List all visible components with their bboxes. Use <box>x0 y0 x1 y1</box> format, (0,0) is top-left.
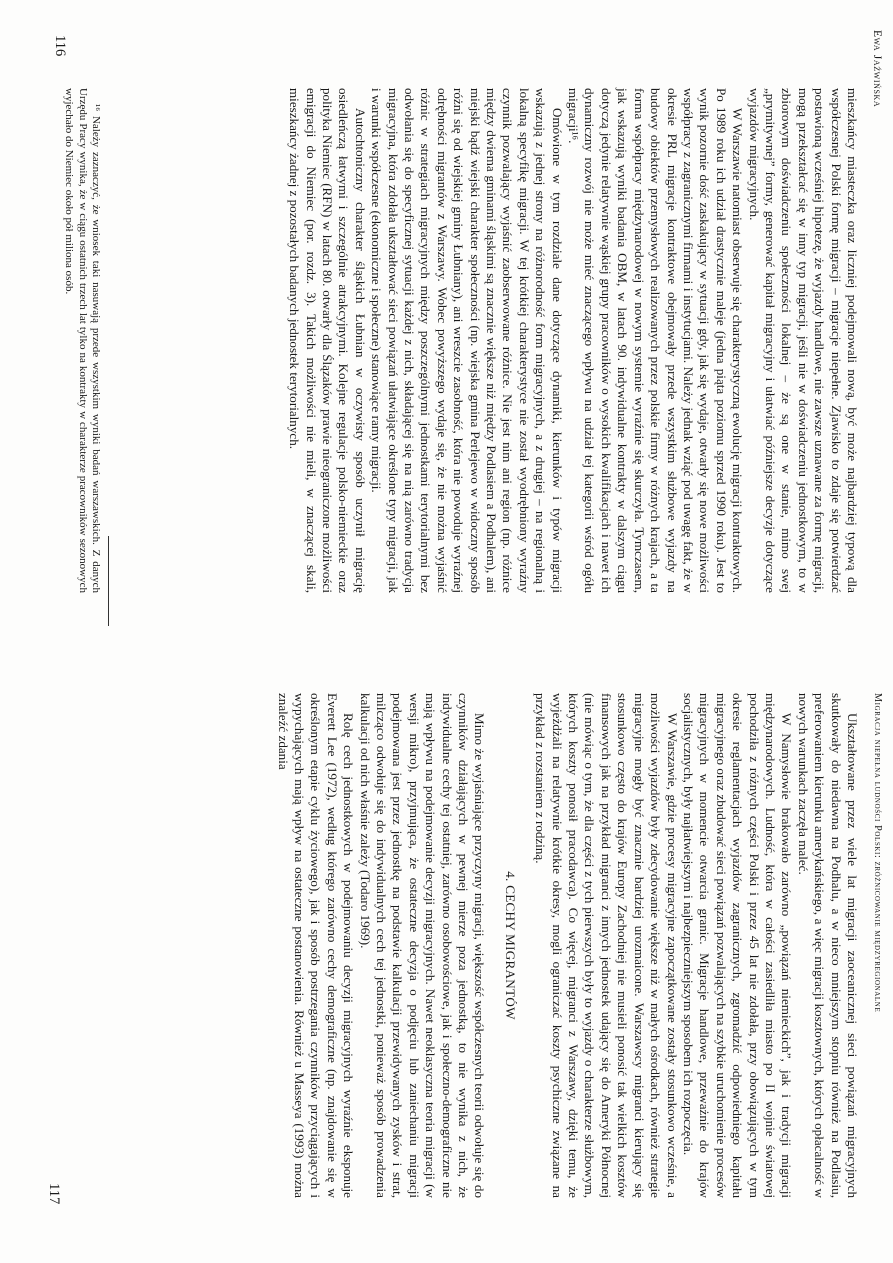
section-heading: 4. CECHY MIGRANTÓW <box>502 871 518 1020</box>
right-page-number: 117 <box>46 1183 62 1205</box>
left-paragraph-1: mieszkańcy miasteczka oraz liczniej podejmowali nową, być może najbardziej typową dla współczesnej Polski formę migracji – migracje niepełne. Zjawisko to zdaje się potwierdzać postawioną wcześniej hipotezę, że wyjazdy handlowe, nie zawsze uznawane za formę migracji, mogą przekształcać się w inny typ migracji, jeśli nie w doświadczeniu jednostkowym, to w zbiorowym doświadczeniu społeczności lokalnej – że są one w stanie, mimo swej „prymitywnej” formy, generować kapitał migracyjny i ułatwiać późniejsze decyzje dotyczące wyjazdów migracyjnych. <box>746 88 860 593</box>
right-paragraph-3: W Warszawie, gdzie procesy migracyjne zapoczątkowane zostały stosunkowo wcześnie, a możliwości wyjazdów były zdecydowanie większe niż w małych ośrodkach, również strategie migracyjne mogły być znacznie bardziej urozmaicone. Warszawscy migranci kierujący się stosunkowo często do krajów Europy Zachodniej nie musieli ponosić tak wielkich kosztów finansowych jak na przykład migranci z innych jednostek udający się do Ameryki Północnej (nie mówiąc o tym, że dla części z tych pierwszych były to wyjazdy o charakterze służbowym, których koszty ponosił pracodawca). Co więcej, migranci z Warszawy, dzięki temu, że wyjeżdżali na relatywnie krótkie okresy, mogli ograniczać koszty psychiczne związane na przykład z rozstaniem z rodziną. <box>533 693 680 1198</box>
right-paragraph-5: Rolę cech jednostkowych w podejmowaniu decyzji migracyjnych wyraźnie eksponuje Everett Lee (1972), według którego zarówno cechy demograficzne (np. znajdowanie się w określonym etapie cyklu życiowego), jak i sposób postrzegania czynników przyciągających i wypychających mają wpływ na ostateczne postanowienia. Również u Masseya (1993) można znaleźć zdania <box>275 693 357 1198</box>
left-running-head: Ewa Jaźwińska <box>871 30 883 108</box>
left-footnote <box>62 88 102 593</box>
right-paragraph-4: Mimo że wyjaśniające przyczyny migracji, większość współczesnych teorii odwołuje się do czynników działających w pewnej mierze poza jednostką, to nie wynika z nich, że indywidualne cechy tej ostatniej, zarówno osobowościowe, jak i społeczno-demograficzne nie mają wpływu na podejmowanie decyzji migracyjnych. Nawet neoklasyczna teoria migracji (w wersji mikro), przyjmująca, że ostateczne decyzja o podjęciu lub zaniechaniu migracji podejmowana jest przez jednostkę na podstawie kalkulacji przewidywanych zysków i strat, milcząco odwołuje się do indywidualnych cech tej jednostki, ponieważ sposób prowadzenia kalkulacji od nich właśnie zależy (Todaro 1969). <box>357 693 488 1198</box>
footnote-16: ¹⁶ Należy zaznaczyć, że wniosek taki nasuwają przede wszystkim wyniki badań warszawskich. Z danych Urzędu Pracy wynika, że w ciągu ostatnich trzech lat tylko na kontrakty w charakterze pracowników sezonowych wyjechało do Niemiec około pół miliona osób. <box>63 88 102 593</box>
left-paragraph-3: Omówione w tym rozdziale dane dotyczące dynamiki, kierunków i typów migracji wskazują z jednej strony na różnorodność form migracyjnych, a z drugiej – na regionalną i lokalną specyfikę migracji. W tej krótkiej charakterystyce nie został wyodrębniony wyraźny czynnik pozwalający wyjaśnić zaobserwowane różnice. Nie jest nim ani region (np. różnice między dwiema gminami śląskimi są znacznie większe niż między Podlasiem a Podhalem), ani miejski bądź wiejski charakter społeczności (np. wiejska gmina Perlejewo w widoczny sposób różni się od wiejskiej gminy Łubniany), ani wreszcie zasobność, która nie powoduje wyraźnej odrębności migrantów z Warszawy. Wobec powyższego wydaje się, że nie można wyjaśnić różnic w strategiach migracyjnych między poszczególnymi jednostkami terytorialnymi bez odwołania się do specyficznej sytuacji każdej z nich, składającej się na nią zarówno tradycja migracyjna, która zdołała ukształtować sieci powiązań ułatwiające określone typy migracji, jak i warunki współczesne (ekonomiczne i społeczne) stanowiące ramy migracji. <box>369 88 565 593</box>
left-page-text <box>286 88 860 593</box>
right-paragraph-1: Ukształtowane przez wiele lat migracji zaoceanicznej sieci powiązań migracyjnych skutkowały do niedawna na Podhalu, a w nieco mniejszym stopniu również na Podlasiu, preferowaniem kierunku amerykańskiego, a więc migracji kosztownych, których opłacalność w nowych warunkach zaczęła maleć. <box>795 693 860 1198</box>
right-paragraph-2: W Namysłowie brakowało zarówno „powiązań niemieckich”, jak i tradycji migracji międzynarodowych. Ludność, która w całości zasiedliła miasto po II wojnie światowej pochodziła z różnych części Polski i przez 45 lat nie zdołała, przy obowiązujących w tym okresie reglamentacjach wyjazdów zagranicznych, zgromadzić odpowiedniego kapitału migracyjnego oraz zbudować sieci powiązań pozwalających na szybkie uruchomienie procesów migracyjnych w momencie otwarcia granic. Migracje handlowe, przeważnie do krajów socjalistycznych, były najłatwiejszym i najbezpieczniejszym sposobem ich rozpoczęcia. <box>680 693 795 1198</box>
right-page-text <box>274 693 860 1198</box>
footnote-rule <box>108 536 109 626</box>
left-paragraph-4: Autochtoniczny charakter śląskich Łubnian w oczywisty sposób uczynił migrację osiedleńczą łatwymi i szczególnie atrakcyjnymi. Kolejne regulacje polsko-niemieckie oraz polityka Niemiec (RFN) w latach 80. otwarły dla Ślązaków prawie nieograniczone możliwości emigracji do Niemiec (por. rozdz. 3). Takich możliwości nie mieli, w znaczącej skali, mieszkańcy żadnej z pozostałych badanych jednostek terytorialnych. <box>287 88 368 593</box>
left-page-number: 116 <box>52 35 68 57</box>
left-paragraph-2: W Warszawie natomiast obserwuje się charakterystyczną ewolucję migracji kontraktowych. Po 1989 roku ich udział drastycznie maleje (jedna piąta poziomu sprzed 1990 roku). Jest to wynik pozornie dość zaskakujący w sytuacji gdy, jak się wydaje, otwarły się nowe możliwości współpracy z zagranicznymi firmami i instytucjami. Należy jednak wziąć pod uwagę fakt, że w okresie PRL migracje kontraktowe obejmowały przede wszystkim służbowe wyjazdy na budowy obiektów przemysłowych realizowanych przez polskie firmy w różnych krajach, a ta forma współpracy międzynarodowej w nowym systemie wyraźnie się skurczyła. Tymczasem, jak wskazują wyniki badania OBM, w latach 90. indywidualne kontrakty w dalszym ciągu dotyczą jedynie relatywnie wąskiej grupy pracowników o wysokich kwalifikacjach i nawet ich dynamiczny rozwój nie może mieć znaczącego wpływu na udział tej kategorii wśród ogółu migracji¹⁶. <box>566 88 746 593</box>
right-running-head: Migracja niepełna ludności Polski: zróżnicowanie międzyregionalne <box>872 693 883 1013</box>
